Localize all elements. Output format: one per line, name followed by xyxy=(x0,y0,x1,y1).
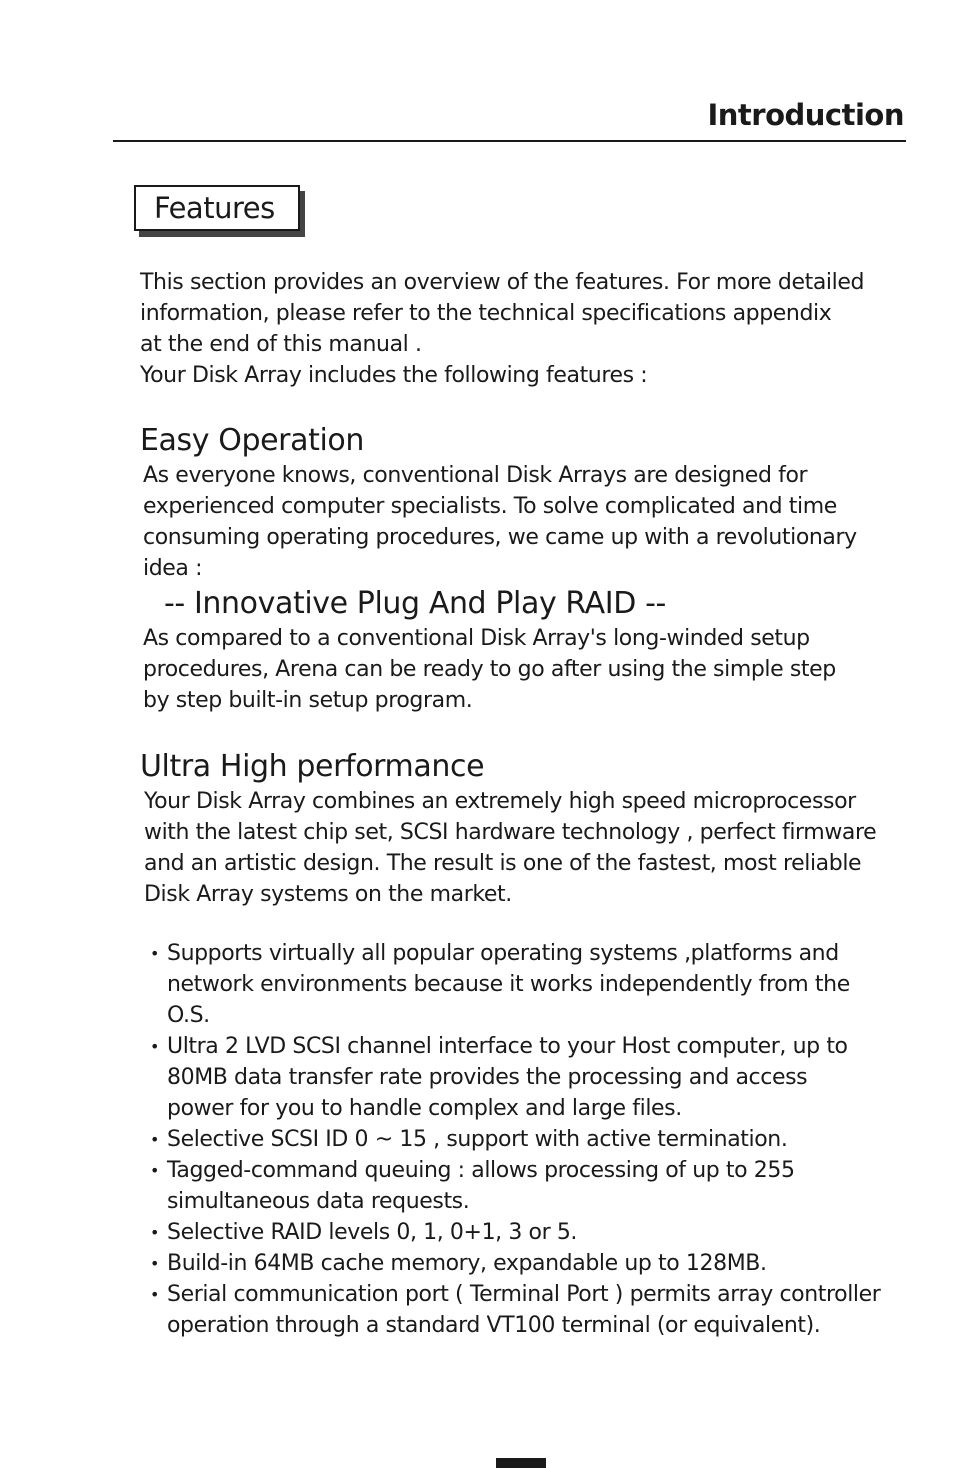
paragraph-line: with the latest chip set, SCSI hardware technology , perfect firmware xyxy=(144,820,877,845)
bullet-icon: • xyxy=(150,1037,160,1056)
list-item xyxy=(147,1217,880,1248)
list-item xyxy=(147,1248,880,1279)
list-item-line: Serial communication port ( Terminal Port ) permits array controller xyxy=(167,1282,881,1307)
plug-and-play-paragraph xyxy=(143,623,836,716)
list-item-line: Selective RAID levels 0, 1, 0+1, 3 or 5. xyxy=(167,1220,578,1245)
list-item-line: 80MB data transfer rate provides the processing and access xyxy=(167,1065,808,1090)
paragraph-line: information, please refer to the technical specifications appendix xyxy=(140,301,832,326)
bullet-icon: • xyxy=(150,1130,160,1149)
page-number-mark xyxy=(496,1458,546,1468)
list-item xyxy=(147,1155,880,1217)
list-item-line: O.S. xyxy=(167,1003,210,1028)
paragraph-line: at the end of this manual . xyxy=(140,332,422,357)
paragraph-line: experienced computer specialists. To solve complicated and time xyxy=(143,494,837,519)
bullet-icon: • xyxy=(150,944,160,963)
list-item-line: Build-in 64MB cache memory, expandable up to 128MB. xyxy=(167,1251,767,1276)
ultra-high-performance-heading: Ultra High performance xyxy=(140,749,485,784)
paragraph-line: and an artistic design. The result is one of the fastest, most reliable xyxy=(144,851,862,876)
section-title: Features xyxy=(154,191,275,225)
paragraph-line: Disk Array systems on the market. xyxy=(144,882,512,907)
list-item-line: Ultra 2 LVD SCSI channel interface to your Host computer, up to xyxy=(167,1034,848,1059)
paragraph-line: Your Disk Array combines an extremely high speed microprocessor xyxy=(144,789,856,814)
list-item-line: power for you to handle complex and large files. xyxy=(167,1096,682,1121)
section-title-box xyxy=(134,185,300,231)
easy-operation-paragraph xyxy=(143,460,857,584)
list-item-line: network environments because it works independently from the xyxy=(167,972,850,997)
paragraph-line: procedures, Arena can be ready to go after using the simple step xyxy=(143,657,836,682)
easy-operation-heading: Easy Operation xyxy=(140,423,364,458)
paragraph-line: consuming operating procedures, we came up with a revolutionary xyxy=(143,525,857,550)
paragraph-line: idea : xyxy=(143,556,203,581)
list-item-line: Tagged-command queuing : allows processing of up to 255 xyxy=(167,1158,795,1183)
list-item-line: operation through a standard VT100 terminal (or equivalent). xyxy=(167,1313,821,1338)
bullet-icon: • xyxy=(150,1223,160,1242)
list-item xyxy=(147,1124,880,1155)
feature-list xyxy=(147,938,880,1341)
list-item xyxy=(147,1279,880,1341)
paragraph-line: This section provides an overview of the features. For more detailed xyxy=(140,270,865,295)
list-item xyxy=(147,1031,880,1124)
paragraph-line: by step built-in setup program. xyxy=(143,688,473,713)
paragraph-line: As compared to a conventional Disk Array's long-winded setup xyxy=(143,626,810,651)
list-item-line: Supports virtually all popular operating systems ,platforms and xyxy=(167,941,839,966)
page-header xyxy=(113,98,906,142)
bullet-icon: • xyxy=(150,1254,160,1273)
plug-and-play-heading: -- Innovative Plug And Play RAID -- xyxy=(164,586,666,621)
intro-paragraph xyxy=(140,267,864,391)
page-header-title: Introduction xyxy=(707,98,904,132)
bullet-icon: • xyxy=(150,1285,160,1304)
paragraph-line: Your Disk Array includes the following features : xyxy=(140,363,648,388)
list-item-line: simultaneous data requests. xyxy=(167,1189,470,1214)
ultra-high-performance-paragraph xyxy=(144,786,876,910)
list-item xyxy=(147,938,880,1031)
list-item-line: Selective SCSI ID 0 ~ 15 , support with active termination. xyxy=(167,1127,788,1152)
bullet-icon: • xyxy=(150,1161,160,1180)
paragraph-line: As everyone knows, conventional Disk Arrays are designed for xyxy=(143,463,808,488)
